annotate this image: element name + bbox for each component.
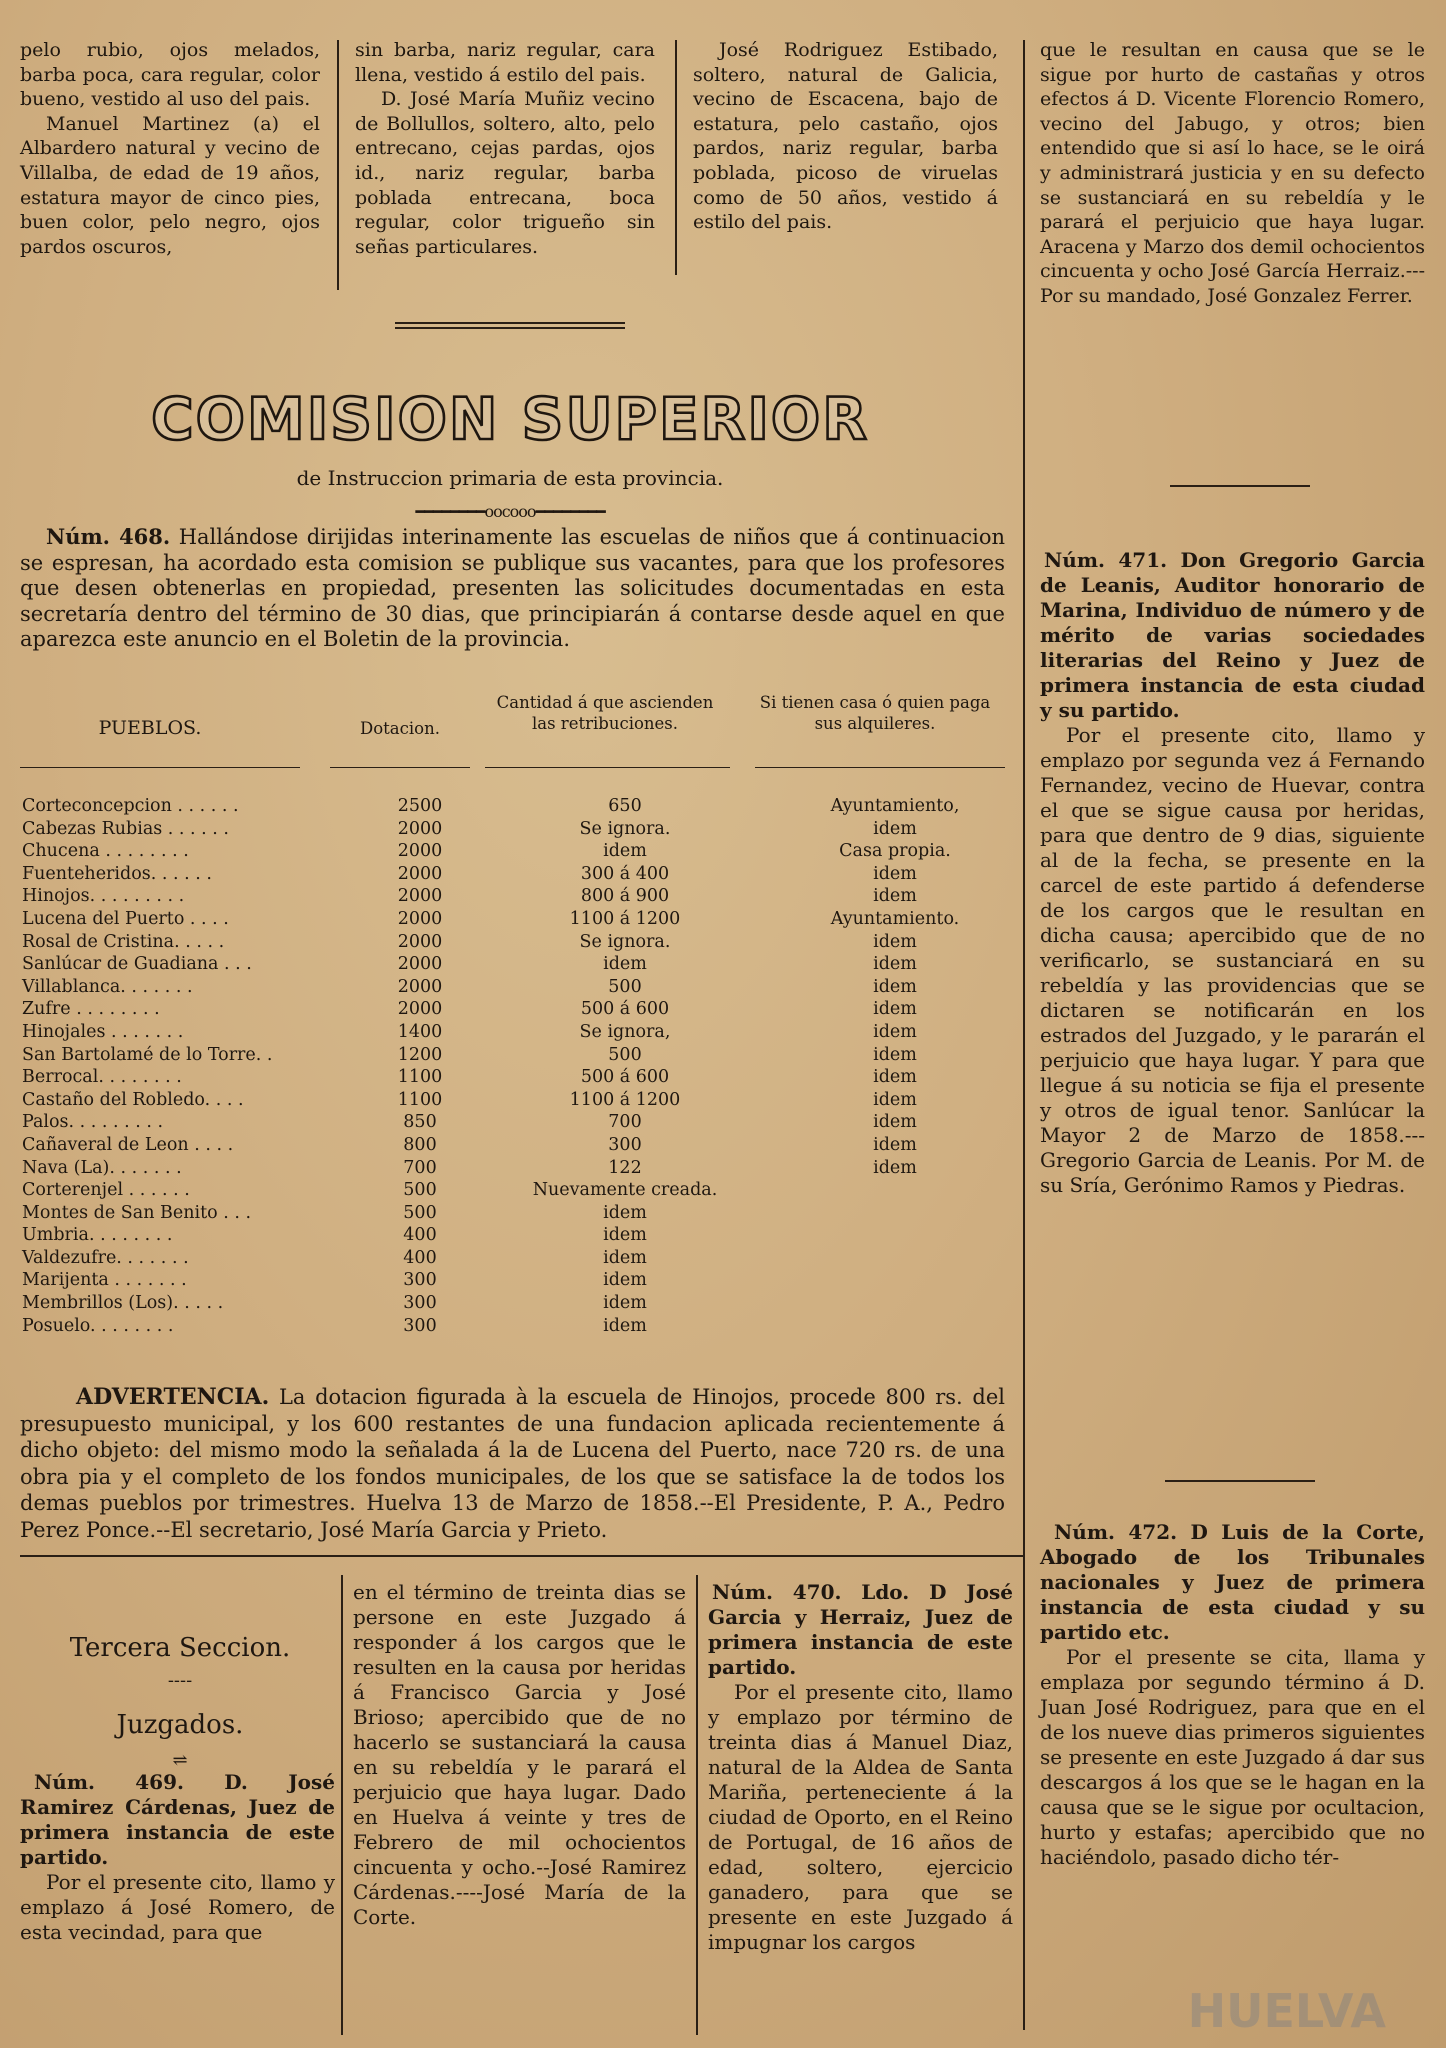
cell-cantidad: 300 bbox=[608, 1134, 642, 1155]
cell-casa: idem bbox=[873, 1067, 917, 1088]
text-block: pelo rubio, ojos melados, barba poca, cara regular, color bueno, vestido al uso del pais. bbox=[20, 39, 320, 111]
cell-pueblo: Valdezufre. . . . . . . bbox=[22, 1247, 189, 1268]
cell-cantidad: 1100 á 1200 bbox=[569, 1089, 681, 1110]
advertencia bbox=[20, 1384, 1005, 1543]
notice-text: Hallándose dirijidas interinamente las escuelas de niños que á continuacion se espresan, ha acordado esta comision se publique sus vacantes, para que los profesores que desen obtenerlas en propiedad, presenten las solicitudes documentadas en esta secretaría dentro del término de 30 dias, que principiarán á contarse desde aquel en que aparezca este anuncio en el Boletin de la provincia. bbox=[20, 525, 1006, 651]
cell-casa: idem bbox=[873, 886, 917, 907]
text-block: Manuel Martinez (a) el Albardero natural y vecino de Villalba, de edad de 19 años, estatura mayor de cinco pies, buen color, pelo negro, ojos pardos oscuros, bbox=[20, 112, 320, 258]
notice-468 bbox=[20, 524, 1005, 653]
text-block: José Rodriguez Estibado, soltero, natural de Galicia, vecino de Escacena, bajo de estatura, pelo castaño, ojos pardos, nariz regular, barba poblada, picoso de viruelas como de 50 años, vestido á estilo del pais. bbox=[693, 39, 998, 234]
cell-cantidad: idem bbox=[603, 1293, 647, 1314]
cell-dotacion: 400 bbox=[403, 1247, 437, 1268]
section-subtitle: Juzgados. bbox=[116, 1710, 244, 1740]
cell-pueblo: Castaño del Robledo. . . . bbox=[22, 1089, 244, 1110]
cell-dotacion: 800 bbox=[403, 1134, 437, 1155]
masthead-title: COMISION SUPERIOR bbox=[151, 385, 869, 453]
cell-dotacion: 1200 bbox=[397, 1044, 443, 1065]
table-row bbox=[20, 1269, 1005, 1292]
notice-body: Por el presente cito, llamo y emplazo á José Romero, de esta vecindad, para que bbox=[20, 1870, 335, 1944]
cell-cantidad: idem bbox=[603, 1225, 647, 1246]
cell-cantidad: 700 bbox=[608, 1112, 642, 1133]
cell-casa: Ayuntamiento, bbox=[830, 796, 960, 816]
cell-dotacion: 2000 bbox=[397, 908, 443, 929]
notice-472 bbox=[1040, 1520, 1425, 1870]
cell-casa: idem bbox=[873, 931, 917, 952]
table-row bbox=[20, 1292, 1005, 1315]
cell-pueblo: Nava (La). . . . . . . bbox=[22, 1157, 182, 1178]
column-divider bbox=[337, 40, 339, 290]
cell-casa: idem bbox=[873, 1112, 917, 1133]
cell-casa: idem bbox=[873, 976, 917, 997]
table-row bbox=[20, 998, 1005, 1021]
table-row bbox=[20, 976, 1005, 999]
table-row bbox=[20, 1021, 1005, 1044]
cell-cantidad: 1100 á 1200 bbox=[569, 908, 681, 929]
table-row bbox=[20, 1247, 1005, 1270]
cell-pueblo: San Bartolamé de lo Torre. . bbox=[22, 1044, 273, 1065]
table-row bbox=[20, 1089, 1005, 1112]
notice-470 bbox=[708, 1580, 1013, 1955]
cell-pueblo: Berrocal. . . . . . . . bbox=[22, 1067, 182, 1088]
table-row bbox=[20, 953, 1005, 976]
table-rule bbox=[755, 767, 1005, 768]
section-rule bbox=[1170, 485, 1310, 487]
column-divider bbox=[675, 40, 677, 275]
notice-number: Núm. 468. bbox=[46, 524, 171, 549]
schools-table bbox=[20, 795, 1005, 1337]
cell-casa: idem bbox=[873, 818, 917, 839]
watermark: HUELVA bbox=[1187, 1984, 1386, 2038]
table-row bbox=[20, 885, 1005, 908]
cell-casa: idem bbox=[873, 1157, 917, 1178]
table-row bbox=[20, 840, 1005, 863]
column-divider bbox=[341, 1575, 343, 2035]
notice-body: Por el presente cito, llamo y emplazo por término de treinta dias á Manuel Diaz, natural de la Aldea de Santa Mariña, perteneciente á la ciudad de Oporto, en el Reino de Portugal, de 16 años de edad, soltero, ejercicio ganadero, para que se presente en este Juzgado á impugnar los cargos bbox=[708, 1680, 1013, 1954]
notice-head: Núm. 469. D. José Ramirez Cárdenas, Juez de primera instancia de este partido. bbox=[20, 1770, 335, 1869]
table-row bbox=[20, 1066, 1005, 1089]
cell-cantidad: 500 á 600 bbox=[580, 999, 670, 1020]
cell-casa: Ayuntamiento. bbox=[830, 908, 960, 929]
cell-cantidad: Se ignora. bbox=[579, 931, 671, 952]
cell-dotacion: 2000 bbox=[397, 954, 443, 975]
column-divider bbox=[1023, 40, 1025, 2030]
table-rule bbox=[330, 767, 470, 768]
cell-dotacion: 850 bbox=[403, 1112, 437, 1133]
notice-469 bbox=[20, 1770, 335, 1945]
cell-pueblo: Palos. . . . . . . . . bbox=[22, 1112, 164, 1133]
ornament-rule: ━━━━━━━━oocooo━━━━━━━━ bbox=[415, 502, 605, 521]
section-rule bbox=[1165, 1480, 1315, 1482]
cell-dotacion: 1100 bbox=[397, 1089, 443, 1110]
section-rule bbox=[20, 1555, 1023, 1557]
cell-pueblo: Membrillos (Los). . . . . bbox=[22, 1293, 224, 1314]
table-row bbox=[20, 1315, 1005, 1338]
notice-469-continued bbox=[353, 1580, 686, 1930]
cell-pueblo: Lucena del Puerto . . . . bbox=[22, 908, 229, 929]
cell-dotacion: 300 bbox=[403, 1270, 437, 1291]
cell-cantidad: idem bbox=[603, 841, 647, 862]
advertencia-label: ADVERTENCIA. bbox=[76, 1384, 270, 1410]
cell-dotacion: 1400 bbox=[397, 1021, 443, 1042]
table-row bbox=[20, 1134, 1005, 1157]
cell-cantidad: idem bbox=[603, 1247, 647, 1268]
section-dash: ---- bbox=[167, 1670, 193, 1691]
cell-dotacion: 2000 bbox=[397, 931, 443, 952]
cell-cantidad: 650 bbox=[608, 796, 642, 816]
right-col-top bbox=[1040, 38, 1425, 309]
table-row bbox=[20, 1179, 1005, 1202]
cell-pueblo: Montes de San Benito . . . bbox=[22, 1202, 252, 1223]
table-row bbox=[20, 1044, 1005, 1067]
cell-cantidad: 122 bbox=[608, 1157, 642, 1178]
cell-cantidad: 800 á 900 bbox=[580, 886, 670, 907]
notice-head: Núm. 472. D Luis de la Corte, Abogado de los Tribunales nacionales y Juez de primera instancia de esta ciudad y su partido etc. bbox=[1040, 1520, 1425, 1644]
cell-dotacion: 400 bbox=[403, 1225, 437, 1246]
table-row bbox=[20, 931, 1005, 954]
column-divider bbox=[696, 1575, 698, 2035]
cell-dotacion: 1100 bbox=[397, 1067, 443, 1088]
cell-dotacion: 2000 bbox=[397, 818, 443, 839]
table-header-casa: Si tienen casa ó quien paga sus alquileres. bbox=[759, 693, 991, 733]
cell-cantidad: Nuevamente creada. bbox=[532, 1180, 718, 1201]
notice-head: Núm. 471. Don Gregorio Garcia de Leanis, Auditor honorario de Marina, Individuo de número y de mérito de varias sociedades literarias del Reino y Juez de primera instancia de esta ciudad y su partido. bbox=[1040, 548, 1425, 722]
cell-dotacion: 2500 bbox=[397, 796, 443, 816]
cell-dotacion: 300 bbox=[403, 1315, 437, 1336]
cell-cantidad: 500 á 600 bbox=[580, 1067, 670, 1088]
cell-pueblo: Sanlúcar de Guadiana . . . bbox=[22, 954, 252, 975]
table-row bbox=[20, 1111, 1005, 1134]
cell-cantidad: Se ignora. bbox=[579, 818, 671, 839]
cell-pueblo: Umbria. . . . . . . . bbox=[22, 1225, 173, 1246]
table-row bbox=[20, 1157, 1005, 1180]
cell-cantidad: idem bbox=[603, 1270, 647, 1291]
cell-pueblo: Posuelo. . . . . . . . bbox=[22, 1315, 174, 1336]
cell-pueblo: Cañaveral de Leon . . . . bbox=[22, 1134, 234, 1155]
notice-body: Por el presente se cita, llama y emplaza por segundo término á D. Juan José Rodriguez, para que en el de los nueve dias primeros siguientes se presente en este Juzgado á dar sus descargos á los que se le hagan en la causa que se le sigue por ocultacion, hurto y estafas; apercibido que no haciéndolo, pasado dicho tér- bbox=[1040, 1645, 1425, 1869]
notice-body: Por el presente cito, llamo y emplazo por segunda vez á Fernando Fernandez, vecino de Huevar, contra el que se sigue causa por heridas, para que dentro de 9 dias, siguiente al de la fecha, se presente en la carcel de este partido á defenderse de los cargos que le resultan en dicha causa; apercibido que de no verificarlo, se sustanciará en su rebeldía y las providencias que se dictaren se notificarán en los estrados del Juzgado, y le pararán el perjuicio que haya lugar. Y para que llegue á su noticia se fija el presente y otros de igual tenor. Sanlúcar la Mayor 2 de Marzo de 1858.---Gregorio Garcia de Leanis. Por M. de su Sría, Gerónimo Ramos y Piedras. bbox=[1040, 723, 1425, 1197]
table-row bbox=[20, 818, 1005, 841]
table-row bbox=[20, 863, 1005, 886]
notice-471 bbox=[1040, 548, 1425, 1198]
cell-pueblo: Fuenteheridos. . . . . . bbox=[22, 863, 212, 884]
cell-cantidad: 300 á 400 bbox=[580, 863, 670, 884]
table-row bbox=[20, 908, 1005, 931]
cell-cantidad: Se ignora, bbox=[579, 1021, 671, 1042]
cell-pueblo: Marijenta . . . . . . . bbox=[22, 1270, 187, 1291]
section-rule bbox=[395, 322, 625, 329]
cell-pueblo: Hinojales . . . . . . . bbox=[22, 1021, 184, 1042]
table-row bbox=[20, 1224, 1005, 1247]
top-col-2 bbox=[355, 38, 655, 259]
cell-dotacion: 2000 bbox=[397, 841, 443, 862]
section-mark: ⇌ bbox=[172, 1750, 188, 1771]
cell-dotacion: 500 bbox=[403, 1202, 437, 1223]
masthead-subtitle: de Instruccion primaria de esta provincia. bbox=[296, 466, 724, 490]
cell-dotacion: 2000 bbox=[397, 886, 443, 907]
cell-dotacion: 500 bbox=[403, 1180, 437, 1201]
cell-casa: idem bbox=[873, 999, 917, 1020]
cell-dotacion: 300 bbox=[403, 1293, 437, 1314]
cell-casa: idem bbox=[873, 863, 917, 884]
cell-pueblo: Villablanca. . . . . . . bbox=[22, 976, 193, 997]
table-row bbox=[20, 1202, 1005, 1225]
cell-cantidad: idem bbox=[603, 1202, 647, 1223]
table-header-dotacion: Dotacion. bbox=[360, 719, 440, 738]
table-rule bbox=[20, 767, 300, 768]
notice-head: Núm. 470. Ldo. D José Garcia y Herraiz, Juez de primera instancia de este partido. bbox=[708, 1580, 1013, 1679]
text-block: D. José María Muñiz vecino de Bollullos, soltero, alto, pelo entrecano, cejas pardas, ojos id., nariz regular, barba poblada entrecana, boca regular, color trigueño sin señas particulares. bbox=[355, 88, 655, 258]
cell-pueblo: Corterenjel . . . . . . bbox=[22, 1180, 190, 1201]
cell-casa: idem bbox=[873, 1044, 917, 1065]
text-block: que le resultan en causa que se le sigue por hurto de castañas y otros efectos á D. Vicente Florencio Romero, vecino del Jabugo, y otros; bien entendido que si así lo hace, se le oirá y administrará justicia y en su defecto se sustanciará en su rebeldía y le parará el perjuicio que haya lugar. Aracena y Marzo dos demil ochocientos cincuenta y ocho José García Herraiz.---Por su mandado, José Gonzalez Ferrer. bbox=[1040, 39, 1425, 307]
table-header-cantidad: Cantidad á que ascienden las retribuciones. bbox=[496, 693, 714, 733]
cell-pueblo: Rosal de Cristina. . . . . bbox=[22, 931, 225, 952]
cell-casa: idem bbox=[873, 954, 917, 975]
cell-cantidad: idem bbox=[603, 1315, 647, 1336]
cell-casa: idem bbox=[873, 1089, 917, 1110]
cell-casa: idem bbox=[873, 1021, 917, 1042]
top-col-1 bbox=[20, 38, 320, 259]
cell-pueblo: Corteconcepcion . . . . . . bbox=[22, 796, 239, 816]
cell-cantidad: idem bbox=[603, 954, 647, 975]
cell-casa: Casa propia. bbox=[839, 841, 951, 862]
table-row bbox=[20, 795, 1005, 818]
cell-cantidad: 500 bbox=[608, 1044, 642, 1065]
cell-cantidad: 500 bbox=[608, 976, 642, 997]
top-col-3 bbox=[693, 38, 998, 235]
cell-pueblo: Cabezas Rubias . . . . . . bbox=[22, 818, 229, 839]
cell-dotacion: 700 bbox=[403, 1157, 437, 1178]
cell-pueblo: Hinojos. . . . . . . . . bbox=[22, 886, 185, 907]
text-block: sin barba, nariz regular, cara llena, vestido á estilo del pais. bbox=[355, 39, 655, 86]
cell-casa: idem bbox=[873, 1134, 917, 1155]
advertencia-text: La dotacion figurada à la escuela de Hinojos, procede 800 rs. del presupuesto municipal, y los 600 restantes de una fundacion aplicada recientemente á dicho objeto: del mismo modo la señalada á la de Lucena del Puerto, nace 720 rs. de una obra pia y el completo de los fondos municipales, de los que se satisface la de todos los demas pueblos por trimestres. Huelva 13 de Marzo de 1858.--El Presidente, P. A., Pedro Perez Ponce.--El secretario, José María Garcia y Prieto. bbox=[20, 1385, 1005, 1542]
table-header-pueblos: PUEBLOS. bbox=[98, 717, 202, 739]
table-rule bbox=[485, 767, 730, 768]
notice-body: en el término de treinta dias se persone en este Juzgado á responder á los cargos que le resulten en la causa por heridas á Francisco Garcia y José Brioso; apercibido que de no hacerlo se sustanciará la causa en su rebeldía y le parará el perjuicio que haya lugar. Dado en Huelva á veinte y tres de Febrero de mil ochocientos cincuenta y ocho.--José Ramirez Cárdenas.----José María de la Corte. bbox=[353, 1580, 686, 1929]
section-title: Tercera Seccion. bbox=[69, 1633, 291, 1663]
cell-pueblo: Zufre . . . . . . . . bbox=[22, 999, 160, 1020]
cell-dotacion: 2000 bbox=[397, 863, 443, 884]
cell-dotacion: 2000 bbox=[397, 976, 443, 997]
cell-pueblo: Chucena . . . . . . . . bbox=[22, 841, 189, 862]
cell-dotacion: 2000 bbox=[397, 999, 443, 1020]
